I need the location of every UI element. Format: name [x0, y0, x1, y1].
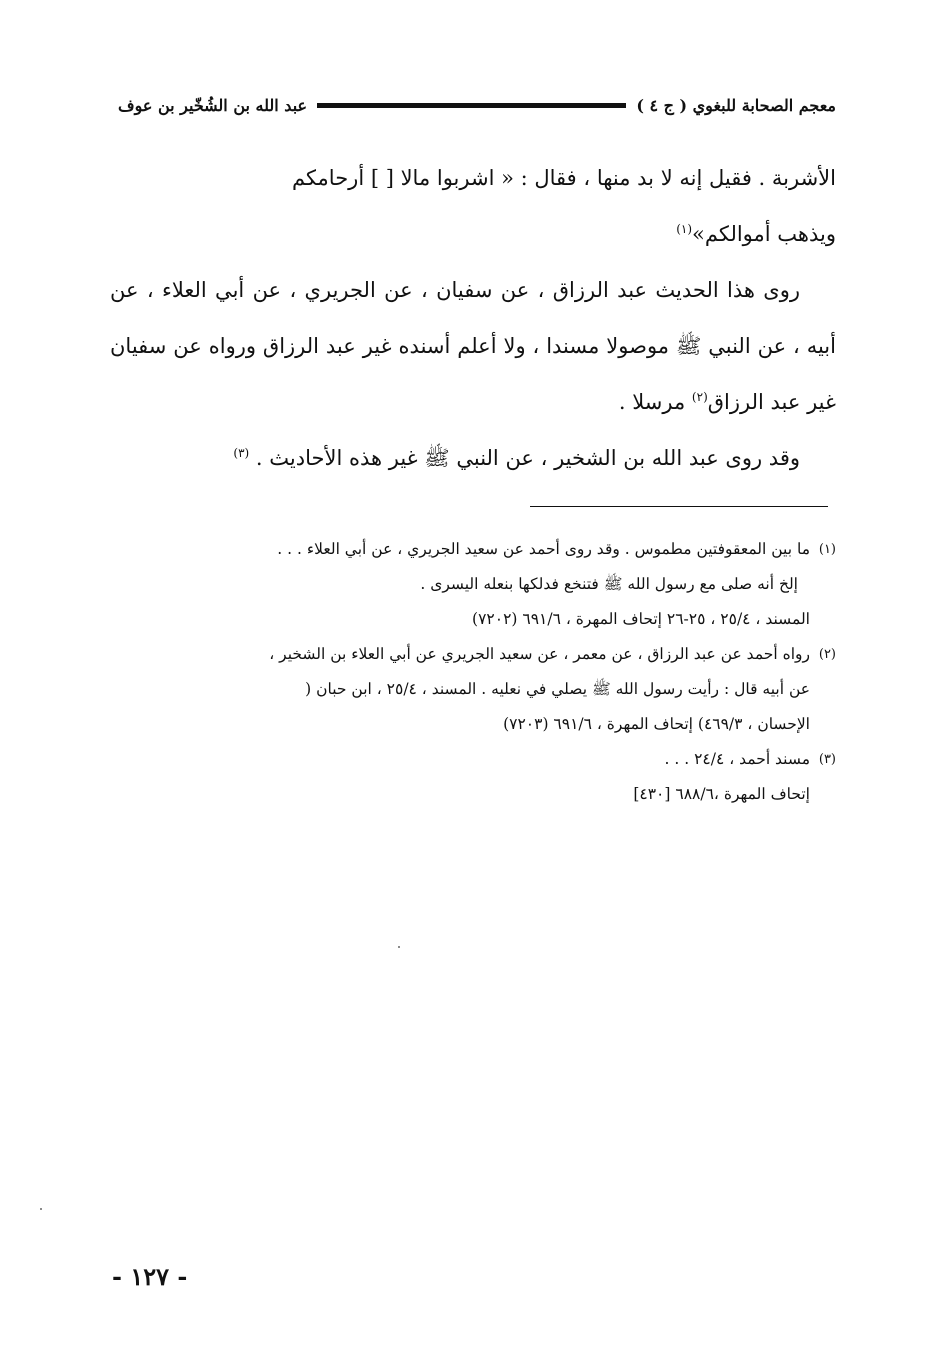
footnote-number: (٢): [818, 647, 836, 662]
paragraph-2-line-2: عن أبي العلاء ، عن أبيه ، عن النبي ﷺ موصولا مسندا ، ولا أعلم أسنده: [110, 278, 836, 358]
footnote-1: [112, 532, 836, 637]
footnote-line: مسند أحمد ، ٢٤/٤ . . .: [664, 750, 810, 768]
footnote-line: إلخ أنه صلى مع رسول الله ﷺ فتنخع فدلكها بنعله اليسرى .: [420, 575, 798, 593]
footnote-separator: [530, 506, 828, 507]
footnotes: [112, 532, 836, 812]
footnote-ref-3: (٣): [233, 446, 250, 460]
footnote-line: رواه أحمد عن عبد الرزاق ، عن معمر ، عن سعيد الجريري عن أبي العلاء بن الشخير ،: [269, 645, 810, 663]
paragraph-1: [110, 150, 836, 262]
footnote-ref-2: (٢): [691, 390, 708, 404]
header-rule: [317, 103, 626, 108]
footnote-line: المسند ، ٢٥/٤ ، ٢٥-٢٦ إتحاف المهرة ، ٦٩١/٦ (٧٢٠٢): [472, 610, 810, 628]
scan-speck: [398, 946, 400, 948]
paragraph-1-line-2: ويذهب أموالكم»: [692, 222, 836, 246]
paragraph-2-line-1: روى هذا الحديث عبد الرزاق ، عن سفيان ، عن الجريري ،: [289, 278, 800, 302]
footnote-2: [112, 637, 836, 742]
page-number: - ١٢٧ -: [112, 1262, 188, 1291]
footnote-body: [112, 637, 810, 742]
footnote-number: (٣): [818, 752, 836, 767]
footnote-body: [112, 532, 810, 637]
running-head: [118, 88, 836, 122]
paragraph-3: [110, 430, 836, 486]
chapter-title: عبد الله بن الشُخّير بن عوف: [118, 95, 308, 115]
scan-speck: [40, 1208, 42, 1210]
footnote-3: [112, 742, 836, 812]
footnote-line: عن أبيه قال : رأيت رسول الله ﷺ يصلي في نعليه . المسند ، ٢٥/٤ ، ابن حبان (: [305, 680, 810, 698]
paragraph-2-line-3: غير عبد الرزاق ورواه عن سفيان غير عبد الرزاق: [110, 334, 836, 414]
paragraph-1-line-1: الأشربة . فقيل إنه لا بد منها ، فقال : « اشربوا مالا [ ] أرحامكم: [291, 166, 836, 190]
paragraph-3-text: وقد روى عبد الله بن الشخير ، عن النبي ﷺ غير هذه الأحاديث .: [255, 446, 800, 470]
footnote-body: [112, 742, 810, 812]
book-title: معجم الصحابة للبغوي ( ج ٤ ): [636, 95, 836, 115]
paragraph-2: [110, 262, 836, 430]
paragraph-2-line-3-end: مرسلا .: [618, 390, 686, 414]
footnote-line: إتحاف المهرة ،٦٨٨/٦ [٤٣٠]: [633, 785, 810, 803]
footnote-line: ما بين المعقوفتين مطموس . وقد روى أحمد عن سعيد الجريري ، عن أبي العلاء . . .: [277, 540, 810, 558]
main-text: [110, 150, 836, 486]
footnote-line: الإحسان ، ٤٦٩/٣) إتحاف المهرة ، ٦٩١/٦ (٧٢٠٣): [503, 715, 810, 733]
footnote-number: (١): [818, 542, 836, 557]
footnote-ref-1: (١): [676, 222, 693, 236]
